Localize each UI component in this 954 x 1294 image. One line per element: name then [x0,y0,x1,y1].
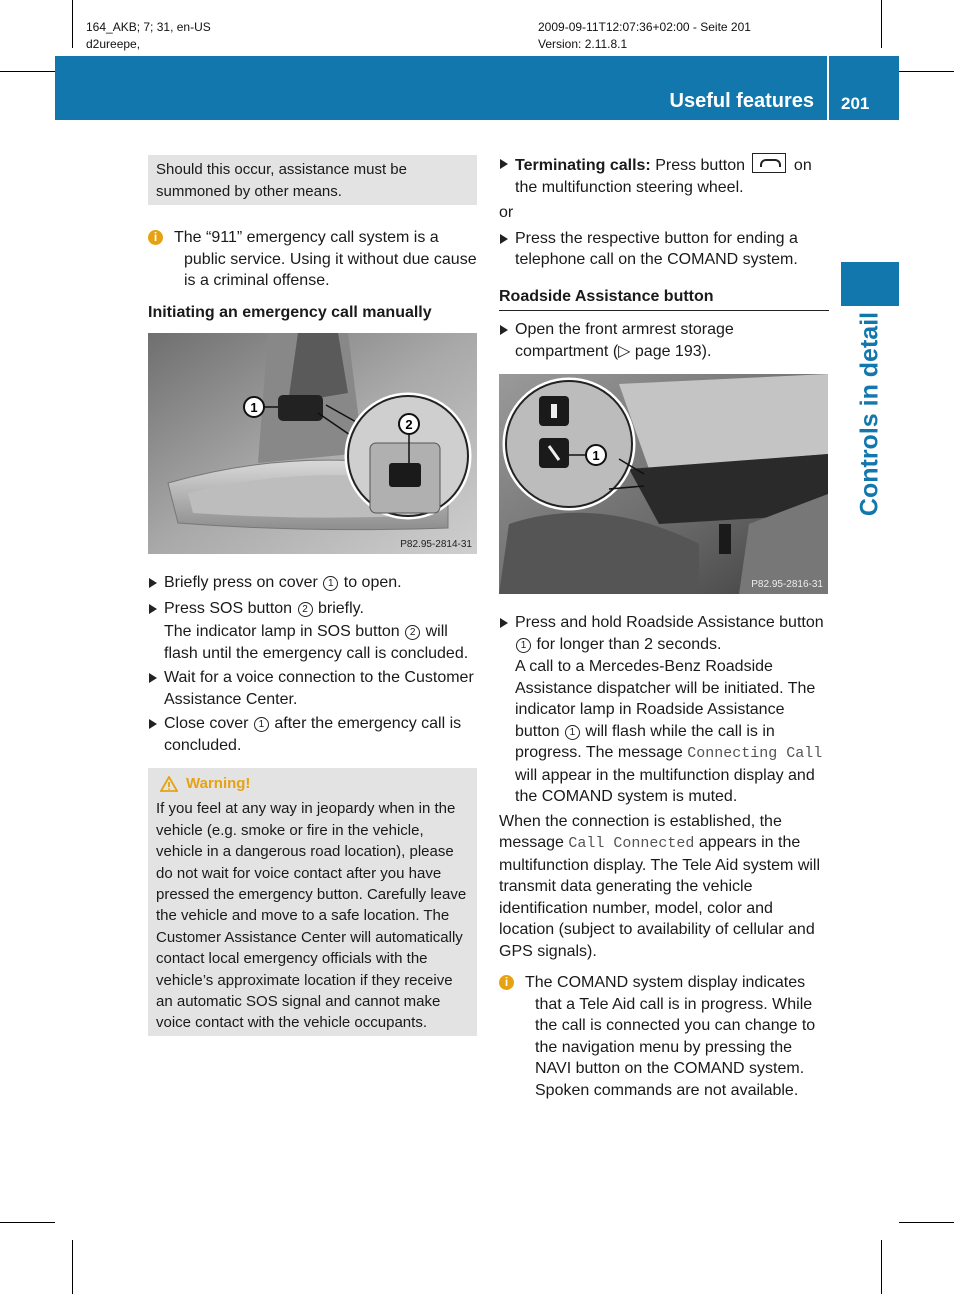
step-text: after the emergency call is concluded. [164,715,462,754]
step-item [148,667,477,710]
step-text: Close cover [164,715,249,732]
info-note [499,972,829,1101]
step-item [499,319,829,362]
callout-ref: 1 [323,576,338,591]
or-text: or [499,204,514,221]
step-item [499,612,829,808]
callout-ref: 1 [516,638,531,653]
triangle-bullet-icon [500,159,508,169]
side-tab-label: Controls in detail [855,311,884,517]
figure-rearview-mirror [148,333,477,554]
figure-code: P82.95-2816-31 [751,579,823,590]
step-text: briefly. [317,599,364,617]
step-item [148,598,477,665]
step-item [499,153,829,198]
step-text: will flash while the call is in progress. The message [515,722,775,761]
step-text: Press button [655,157,746,174]
step-text: will flash until the emergency call is concluded. [164,623,469,662]
body-text: When the connection is established, the message [499,812,782,851]
display-message: Call Connected [568,835,695,852]
figure-code: P82.95-2814-31 [400,539,472,550]
step-text: will appear in the multifunction display and the COMAND system is muted. [515,766,815,805]
step-text: The indicator lamp in SOS button [164,623,400,640]
left-column [148,155,477,1036]
step-text: Press and hold Roadside Assistance button [515,614,824,631]
callout-ref: 2 [405,625,420,640]
step-item [499,228,829,271]
step-text: Briefly press on cover [164,574,318,591]
callout-ref: 1 [565,725,580,740]
step-subtext [515,656,829,808]
triangle-bullet-icon [149,719,157,729]
warning-box [148,768,477,1036]
step-text: Wait for a voice connection to the Customer Assistance Center. [164,669,474,708]
display-message: Connecting Call [687,745,823,762]
step-text: Press the respective button for ending a telephone call on the COMAND system. [515,229,798,268]
triangle-bullet-icon [500,618,508,628]
crop-mark [881,1240,882,1294]
info-note [148,227,477,292]
step-text: to open. [343,574,402,591]
meta-text: Version: 2.11.8.1 [538,37,628,51]
crop-mark [72,1240,73,1294]
header-divider [827,56,829,120]
meta-text: d2ureepe, [86,37,141,51]
step-text: Open the front armrest storage compartment (▷ page 193). [515,321,734,360]
info-text: The COMAND system display indicates that a Tele Aid call is in progress. While the call is connected you can change to the navigation menu by pressing the NAVI button on the COMAND system. Spoken commands are not available. [525,974,816,1099]
crop-mark [72,0,73,48]
print-meta-right [538,19,751,53]
info-text: The “911” emergency call system is a public service. Using it without due cause is a criminal offense. [174,229,477,289]
figure-callout: 1 [250,400,258,415]
right-column [499,153,829,1101]
crop-mark [899,71,954,72]
triangle-bullet-icon [149,673,157,683]
step-text: Press SOS button [164,599,293,617]
section-title: Useful features [669,90,814,112]
step-text: A call to a Mercedes-Benz Roadside Assistance dispatcher will be initiated. The indicator lamp in Roadside Assistance button [515,658,816,740]
triangle-bullet-icon [149,604,157,614]
mirror-photo [148,333,477,554]
section-heading: Roadside Assistance button [499,286,829,312]
figure-callout: 1 [592,448,600,463]
body-text: appears in the multifunction display. The Tele Aid system will transmit data generating the vehicle identification number, model, color and location (subject to availability of cellular and GPS signals). [499,834,821,960]
print-meta-left [86,19,211,53]
note-box: Should this occur, assistance must be summoned by other means. [148,155,477,205]
step-item [148,572,477,594]
section-heading: Initiating an emergency call manually [148,303,432,321]
crop-mark [881,0,882,48]
warning-triangle-icon [160,776,178,792]
crop-mark [0,71,55,72]
callout-ref: 2 [298,602,313,617]
info-icon: i [148,230,163,245]
step-text: for longer than 2 seconds. [536,635,722,653]
crop-mark [899,1222,954,1223]
hang-up-button-icon [752,153,786,173]
figure-callout: 2 [405,417,413,432]
crop-mark [0,1222,55,1223]
triangle-bullet-icon [500,234,508,244]
side-tab-marker [841,262,899,306]
warning-text: If you feel at any way in jeopardy when in the vehicle (e.g. smoke or fire in the vehicle, vehicle in a dangerous road location), please do not wait for voice contact after you have pressed the emergency button. Carefully leave the vehicle and move to a safe location. The Customer Assistance Center will automatically contact local emergency officials with the vehicle’s approximate location if they receive an automatic SOS signal and cannot make voice contact with the vehicle occupants. [156,800,467,1032]
meta-text: 2009-09-11T12:07:36+02:00 - Seite 201 [538,20,751,34]
meta-text: 164_AKB; 7; 31, en-US [86,20,211,34]
triangle-bullet-icon [500,325,508,335]
page-number: 201 [841,94,870,113]
callout-ref: 1 [254,717,269,732]
header-band [55,56,899,120]
armrest-photo [499,374,828,594]
body-paragraph [499,811,829,963]
figure-armrest [499,374,828,594]
warning-title: Warning! [186,775,251,792]
step-item [148,713,477,756]
step-text: on the multifunction steering wheel. [515,157,812,196]
triangle-bullet-icon [149,578,157,588]
step-subtext [164,621,477,664]
info-icon: i [499,975,514,990]
step-label: Terminating calls: [515,157,651,174]
